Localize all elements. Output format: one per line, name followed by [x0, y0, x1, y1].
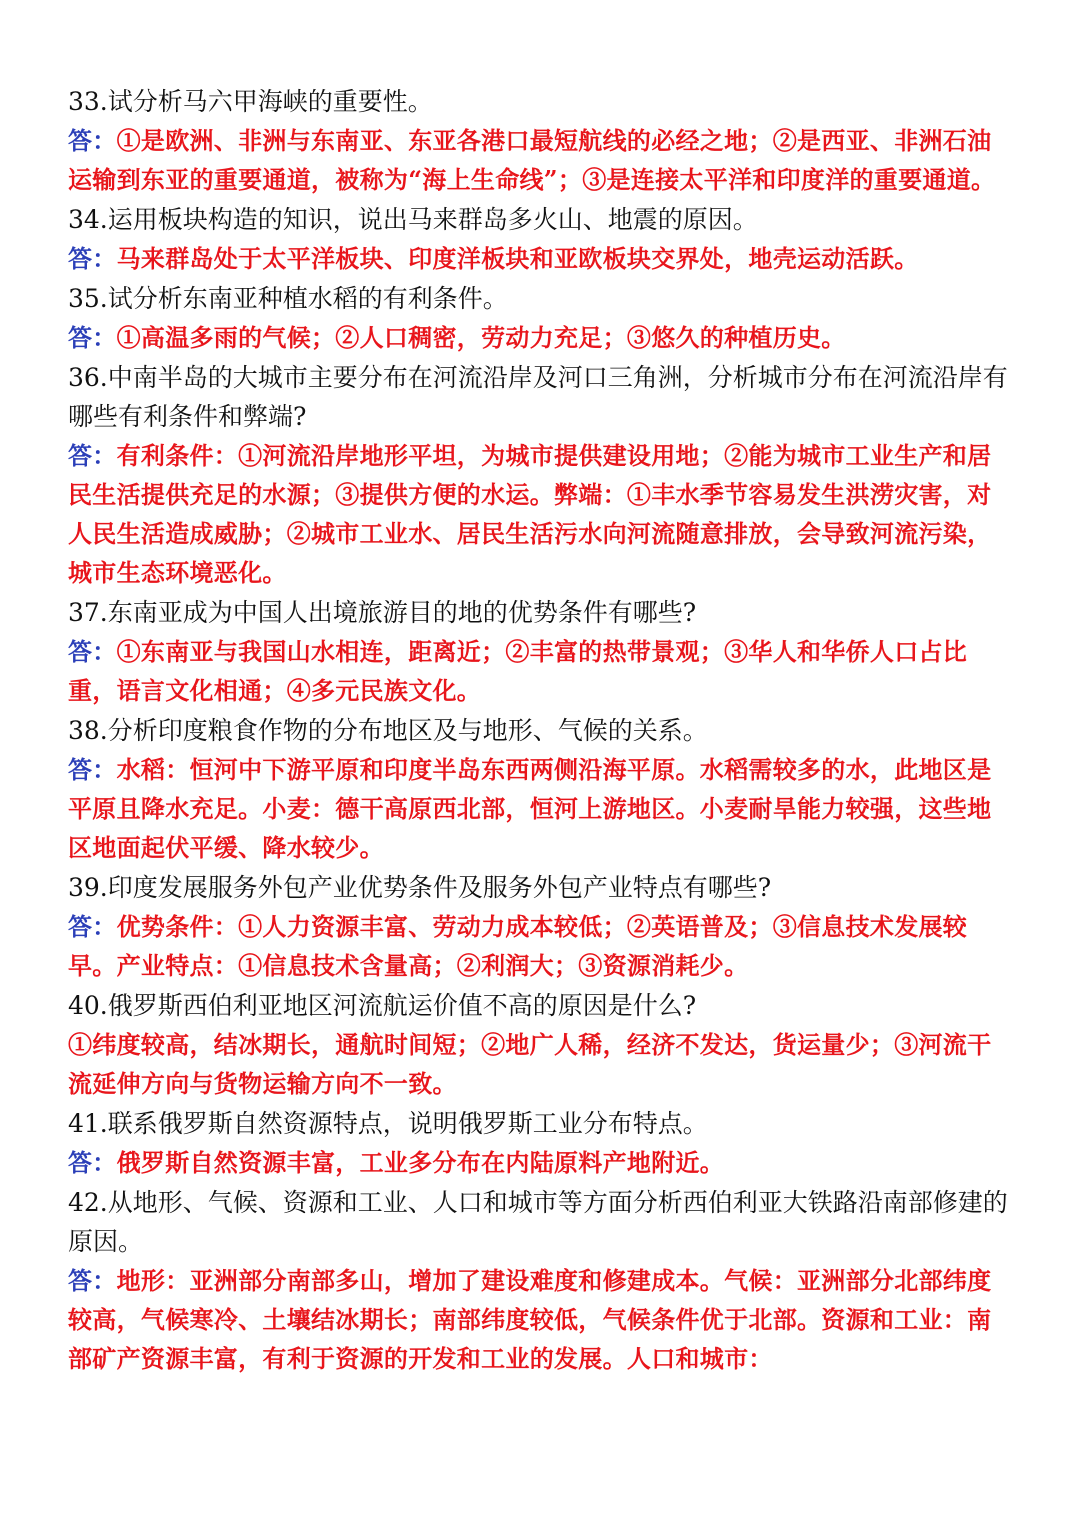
answer-text: 俄罗斯自然资源丰富，工业多分布在内陆原料产地附近。 [116, 1148, 725, 1177]
answer-40 [68, 1025, 1014, 1103]
answer-34 [68, 239, 1014, 278]
answer-label: 答： [68, 912, 117, 941]
question-37: 37.东南亚成为中国人出境旅游目的地的优势条件有哪些? [68, 598, 697, 627]
answer-text: 优势条件：①人力资源丰富、劳动力成本较低；②英语普及；③信息技术发展较早。产业特点：①信息技术含量高；②利润大；③资源消耗少。 [68, 912, 968, 980]
answer-label: 答： [68, 244, 117, 273]
answer-text: 水稻：恒河中下游平原和印度半岛东西两侧沿海平原。水稻需较多的水，此地区是平原且降水充足。小麦：德干高原西北部，恒河上游地区。小麦耐旱能力较强，这些地区地面起伏平缓、降水较少。 [68, 755, 992, 862]
question-35: 35.试分析东南亚种植水稻的有利条件。 [68, 284, 508, 313]
question-42: 42.从地形、气候、资源和工业、人口和城市等方面分析西伯利亚大铁路沿南部修建的原因。 [68, 1188, 1008, 1256]
answer-text: ①纬度较高，结冰期长，通航时间短；②地广人稀，经济不发达，货运量少；③河流干流延伸方向与货物运输方向不一致。 [68, 1030, 992, 1098]
answer-text: 马来群岛处于太平洋板块、印度洋板块和亚欧板块交界处，地壳运动活跃。 [116, 244, 919, 273]
question-40: 40.俄罗斯西伯利亚地区河流航运价值不高的原因是什么? [68, 991, 697, 1020]
answer-text: 有利条件：①河流沿岸地形平坦，为城市提供建设用地；②能为城市工业生产和居民生活提供充足的水源；③提供方便的水运。弊端：①丰水季节容易发生洪涝灾害，对人民生活造成威胁；②城市工业水、居民生活污水向河流随意排放，会导致河流污染，城市生态环境恶化。 [68, 441, 992, 587]
answer-label: 答： [68, 1148, 117, 1177]
answer-33 [68, 121, 1014, 199]
answer-label: 答： [68, 637, 117, 666]
question-39: 39.印度发展服务外包产业优势条件及服务外包产业特点有哪些? [68, 873, 772, 902]
answer-42 [68, 1261, 1014, 1378]
answer-label: 答： [68, 323, 117, 352]
answer-label: 答： [68, 755, 117, 784]
question-34: 34.运用板块构造的知识，说出马来群岛多火山、地震的原因。 [68, 205, 758, 234]
answer-text: ①东南亚与我国山水相连，距离近；②丰富的热带景观；③华人和华侨人口占比重，语言文化相通；④多元民族文化。 [68, 637, 968, 705]
answer-text: ①高温多雨的气候；②人口稠密，劳动力充足；③悠久的种植历史。 [116, 323, 846, 352]
answer-41 [68, 1143, 1014, 1182]
answer-label: 答： [68, 441, 117, 470]
answer-label: 答： [68, 1266, 117, 1295]
answer-37 [68, 632, 1014, 710]
question-38: 38.分析印度粮食作物的分布地区及与地形、气候的关系。 [68, 716, 708, 745]
answer-39 [68, 907, 1014, 985]
question-41: 41.联系俄罗斯自然资源特点，说明俄罗斯工业分布特点。 [68, 1109, 708, 1138]
question-33: 33.试分析马六甲海峡的重要性。 [68, 87, 433, 116]
answer-label: 答： [68, 126, 117, 155]
answer-text: 地形：亚洲部分南部多山，增加了建设难度和修建成本。气候：亚洲部分北部纬度较高，气候寒冷、土壤结冰期长；南部纬度较低，气候条件优于北部。资源和工业：南部矿产资源丰富，有利于资源的开发和工业的发展。人口和城市： [68, 1266, 992, 1373]
answer-35 [68, 318, 1014, 357]
answer-text: ①是欧洲、非洲与东南亚、东亚各港口最短航线的必经之地；②是西亚、非洲石油运输到东亚的重要通道，被称为“海上生命线”；③是连接太平洋和印度洋的重要通道。 [68, 126, 996, 194]
question-36: 36.中南半岛的大城市主要分布在河流沿岸及河口三角洲，分析城市分布在河流沿岸有哪些有利条件和弊端? [68, 363, 1008, 431]
answer-36 [68, 436, 1014, 592]
answer-38 [68, 750, 1014, 867]
